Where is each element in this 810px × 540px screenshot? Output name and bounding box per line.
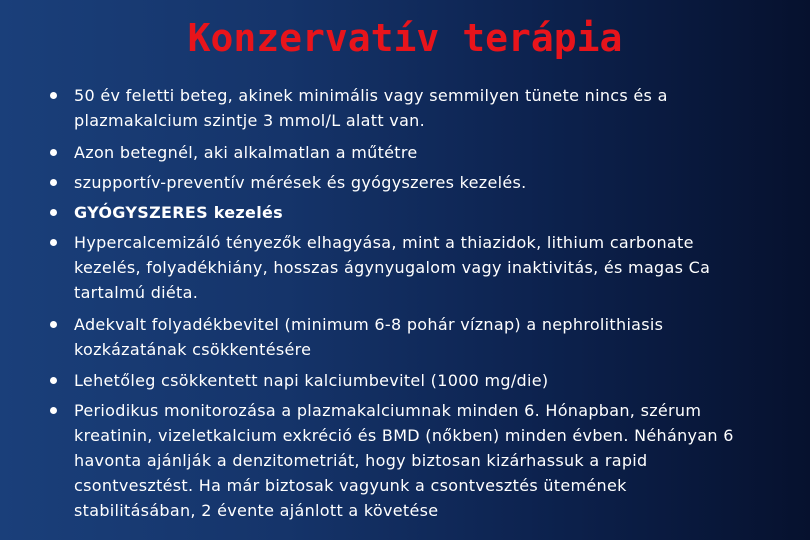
bullet-item <box>50 230 750 305</box>
bullet-dot-icon <box>50 321 57 328</box>
bullet-dot-icon <box>50 407 57 414</box>
bullet-item <box>50 140 750 165</box>
bullet-text: Azon betegnél, aki alkalmatlan a műtétre <box>74 143 418 162</box>
bullet-item <box>50 368 750 393</box>
bullet-item <box>50 170 750 195</box>
bullet-dot-icon <box>50 239 57 246</box>
bullet-text: Adekvalt folyadékbevitel (minimum 6-8 pohár víznap) a nephrolithiasis kozkázatának csökkentésére <box>74 315 664 359</box>
bullet-dot-icon <box>50 377 57 384</box>
bullet-text: szupportív-preventív mérések és gyógyszeres kezelés. <box>74 173 527 192</box>
bullet-text: Lehetőleg csökkentett napi kalciumbevitel (1000 mg/die) <box>74 371 549 390</box>
bullet-text: 50 év feletti beteg, akinek minimális vagy semmilyen tünete nincs és a plazmakalcium szintje 3 mmol/L alatt van. <box>74 86 668 130</box>
bullet-item <box>50 200 750 225</box>
bullet-item <box>50 312 750 362</box>
bullet-dot-icon <box>50 92 57 99</box>
bullet-text: Periodikus monitorozása a plazmakalciumnak minden 6. Hónapban, szérum kreatinin, vizeletkalcium exkréció és BMD (nőkben) minden évben. Néhányan 6 havonta ajánlják a denzitometriát, hogy biztosan kizárhassuk a rapid csontvesztést. Ha már biztosak vagyunk a csontvesztés ütemének stabilitásában, 2 évente ajánlott a követése <box>74 401 734 520</box>
bullet-dot-icon <box>50 179 57 186</box>
bullet-dot-icon <box>50 209 57 216</box>
bullet-item <box>50 398 750 523</box>
bullet-item <box>50 83 750 133</box>
slide-title: Konzervatív terápia <box>187 16 623 60</box>
bullet-text: Hypercalcemizáló tényezők elhagyása, mint a thiazidok, lithium carbonate kezelés, folyadékhiány, hosszas ágynyugalom vagy inaktivitás, és magas Ca tartalmú diéta. <box>74 233 711 302</box>
bullet-text: GYÓGYSZERES kezelés <box>74 203 283 222</box>
bullet-dot-icon <box>50 149 57 156</box>
